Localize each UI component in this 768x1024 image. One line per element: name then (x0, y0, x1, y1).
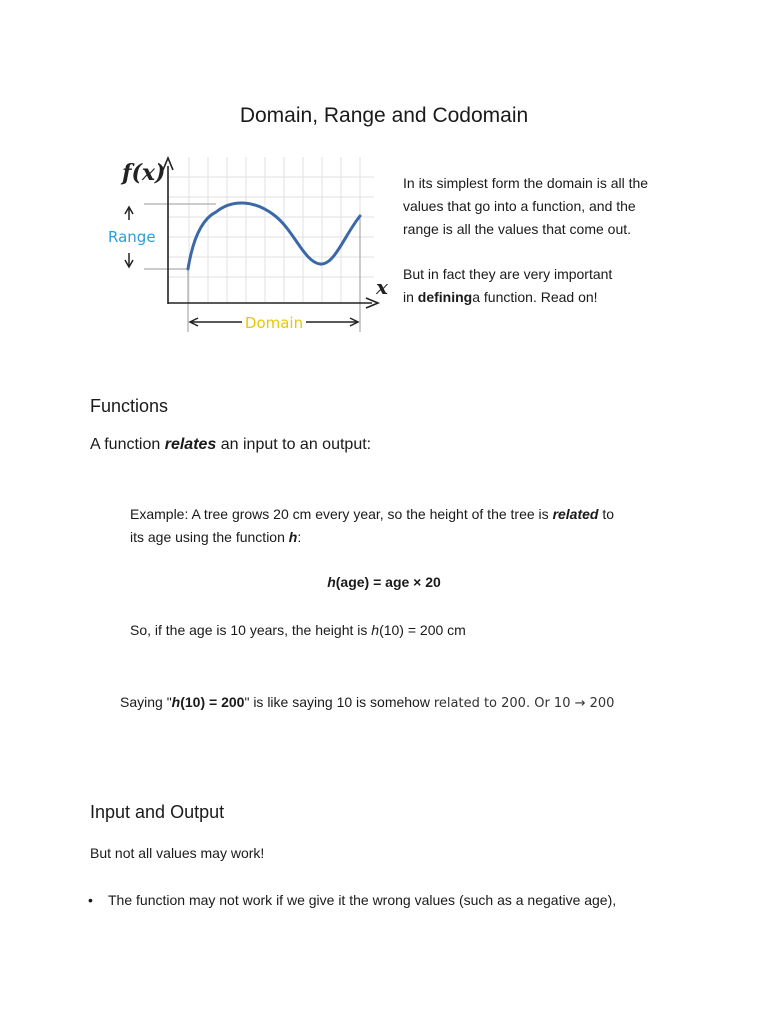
example-line-1: Example: A tree grows 20 cm every year, so the height of the tree is related to (130, 506, 615, 522)
functions-heading: Functions (90, 396, 169, 416)
example-block (130, 503, 614, 549)
fx-label: f(x) (122, 160, 166, 186)
example-result: So, if the age is 10 years, the height is h(10) = 200 cm (130, 622, 466, 638)
input-output-heading: Input and Output (90, 802, 225, 822)
page-title: Domain, Range and Codomain (239, 104, 529, 127)
domain-range-figure (104, 152, 388, 342)
functions-intro: A function relates an input to an output: (90, 436, 372, 453)
intro-line: range is all the values that come out. (403, 221, 632, 237)
intro-paragraph-2 (403, 263, 723, 309)
list-item: • The function may not work if we give it the wrong values (such as a negative age), (88, 892, 617, 908)
intro-line: in defininga function. Read on! (403, 289, 598, 305)
bullet-icon: • (88, 892, 93, 908)
relates-emphasis: relates (164, 436, 217, 453)
formula: h(age) = age × 20 (327, 574, 441, 590)
input-output-intro: But not all values may work! (90, 845, 265, 861)
domain-label: Domain (244, 314, 304, 332)
saying-line: Saying "h(10) = 200" is like saying 10 is somehow related to 200. Or 10 → 200 (120, 694, 615, 711)
intro-paragraph-1 (403, 172, 723, 241)
intro-line: But in fact they are very important (403, 266, 613, 282)
function-curve (188, 203, 360, 269)
range-label: Range (108, 228, 156, 246)
intro-line: In its simplest form the domain is all the (403, 175, 649, 191)
x-label: x (376, 275, 388, 299)
example-line-2: its age using the function h: (130, 529, 302, 545)
intro-line: values that go into a function, and the (403, 198, 636, 214)
defining-emphasis: defining (417, 289, 473, 305)
